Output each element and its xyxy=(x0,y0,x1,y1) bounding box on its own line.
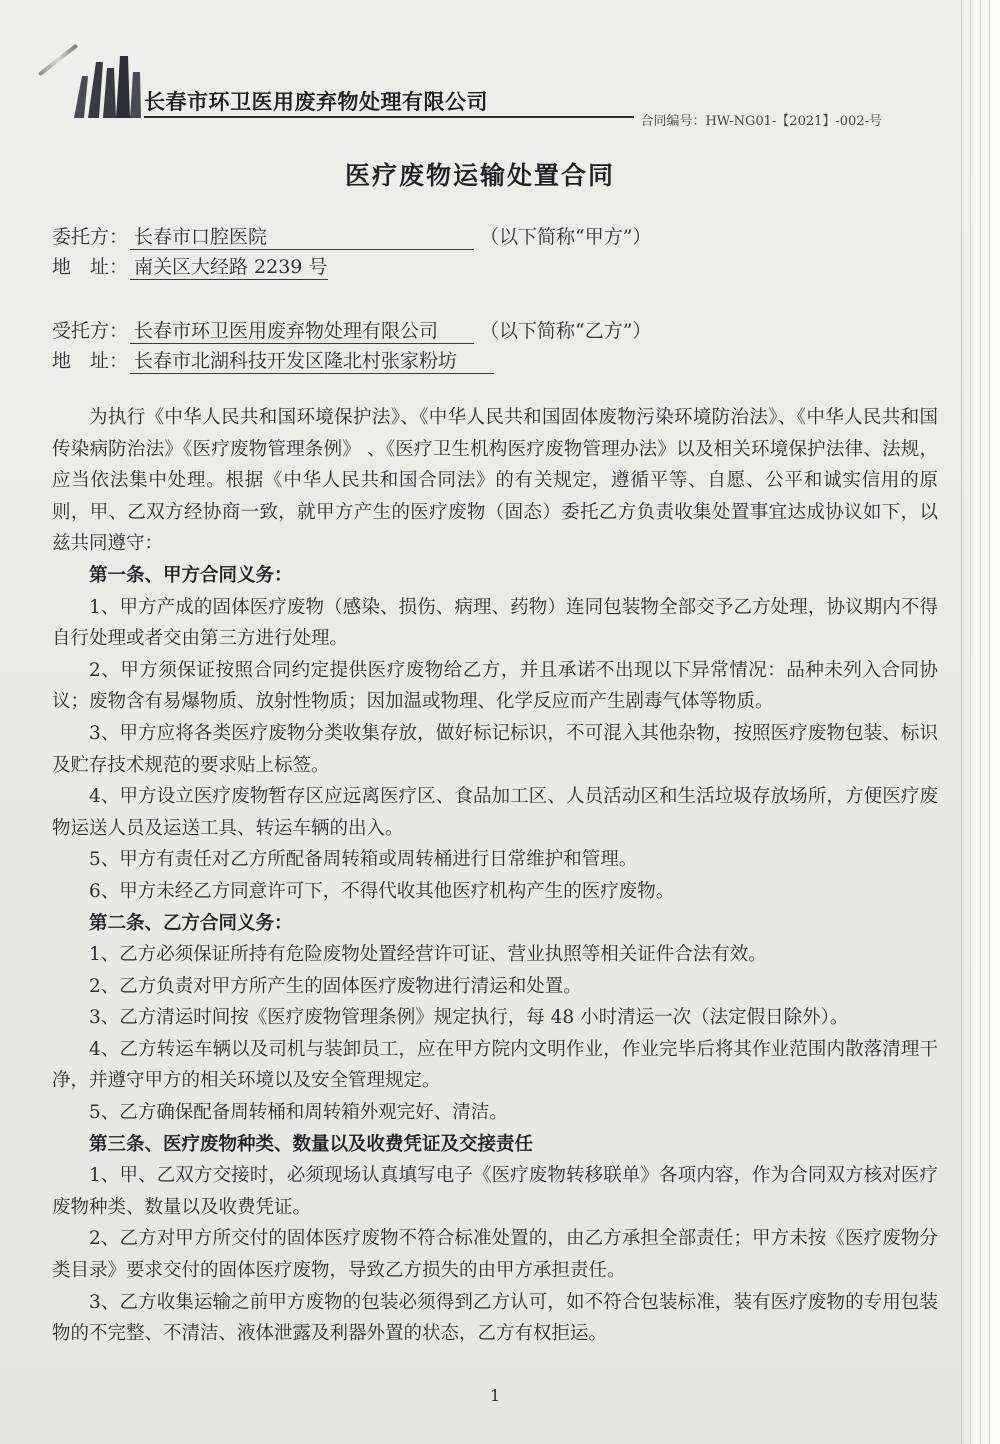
clause: 2、乙方负责对甲方所产生的固体医疗废物进行清运和处置。 xyxy=(89,975,582,997)
section-heading: 第三条、医疗废物种类、数量以及收费凭证及交接责任 xyxy=(89,1133,534,1155)
page-number: 1 xyxy=(490,1386,501,1405)
party-b-name: 长春市环卫医用废弃物处理有限公司 xyxy=(130,319,474,344)
clause: 1、甲、乙双方交接时，必须现场认真填写电子《医疗废物转移联单》各项内容，作为合同双方核对医疗废物种类、数量以及收费凭证。 xyxy=(52,1165,938,1218)
clause: 2、甲方须保证按照合同约定提供医疗废物给乙方，并且承诺不出现以下异常情况：品种未列入合同协议；废物含有易爆物质、放射性物质；因加温或物理、化学反应而产生剧毒气体等物质。 xyxy=(52,659,938,713)
party-b-label: 受托方： xyxy=(52,320,129,342)
party-b-row xyxy=(52,316,651,344)
clause: 4、乙方转运车辆以及司机与装卸员工，应在甲方院内文明作业，作业完毕后将其作业范围内散落清理干净，并遵守甲方的相关环境以及安全管理规定。 xyxy=(52,1038,938,1092)
party-a-row xyxy=(52,222,651,250)
party-a-address-row xyxy=(52,252,328,280)
clause: 1、甲方产成的固体医疗废物（感染、损伤、病理、药物）连同包装物全部交予乙方处理，协议期内不得自行处理或者交由第三方进行处理。 xyxy=(52,596,938,650)
company-logo xyxy=(72,54,142,118)
clause: 3、乙方清运时间按《医疗废物管理条例》规定执行，每 48 小时清运一次（法定假日除外）。 xyxy=(89,1007,849,1029)
party-a-address: 南关区大经路 2239 号 xyxy=(130,255,328,280)
section-heading: 第二条、乙方合同义务： xyxy=(89,912,293,934)
clause: 4、甲方设立医疗废物暂存区应远离医疗区、食品加工区、人员活动区和生活垃圾存放场所，方便医疗废物运送人员及运送工具、转运车辆的出入。 xyxy=(52,786,938,839)
party-a-name: 长春市口腔医院 xyxy=(130,225,474,250)
party-a-note: （以下简称“甲方”） xyxy=(480,226,652,248)
party-b-address-row xyxy=(52,346,494,374)
letterhead xyxy=(66,52,896,132)
party-a-label: 委托方： xyxy=(52,226,129,248)
clause: 2、乙方对甲方所交付的固体医疗废物不符合标准处置的，由乙方承担全部责任；甲方未按《医疗废物分类目录》要求交付的固体医疗废物，导致乙方损失的由甲方承担责任。 xyxy=(52,1228,938,1282)
party-b-address: 长春市北湖科技开发区隆北村张家粉坊 xyxy=(130,349,494,374)
clause: 6、甲方未经乙方同意许可下，不得代收其他医疗机构产生的医疗废物。 xyxy=(89,880,675,902)
preamble: 为执行《中华人民共和国环境保护法》、《中华人民共和国固体废物污染环境防治法》、《中华人民共和国传染病防治法》《医疗废物管理条例》 、《医疗卫生机构医疗废物管理办法》以及相关环境保护法律、法规，应当依法集中处理。根据《中华人民共和国合同法》的有关规定，遵循平等、自愿、公平和诚实信用的原则，甲、乙双方经协商一致，就甲方产生的医疗废物（固态）委托乙方负责收集处置事宜达成协议如下，以兹共同遵守： xyxy=(52,407,938,555)
party-b-address-label: 地 址： xyxy=(52,350,129,372)
clause: 5、甲方有责任对乙方所配备周转箱或周转桶进行日常维护和管理。 xyxy=(89,849,638,871)
paper-edge xyxy=(961,0,1000,1444)
party-a-address-label: 地 址： xyxy=(52,256,129,278)
contract-body xyxy=(52,402,938,1350)
section-heading: 第一条、甲方合同义务： xyxy=(89,564,293,586)
clause: 5、乙方确保配备周转桶和周转箱外观完好、清洁。 xyxy=(89,1102,508,1124)
company-name: 长春市环卫医用废弃物处理有限公司 xyxy=(144,90,488,114)
document-title: 医疗废物运输处置合同 xyxy=(344,161,615,190)
clause: 1、乙方必须保证所持有危险废物处置经营许可证、营业执照等相关证件合法有效。 xyxy=(89,944,767,966)
clause: 3、乙方收集运输之前甲方废物的包装必须得到乙方认可，如不符合包装标准，装有医疗废物的专用包装物的不完整、不清洁、液体泄露及利器外置的状态，乙方有权拒运。 xyxy=(52,1291,938,1345)
contract-number: 合同编号：HW-NG01-【2021】-002-号 xyxy=(634,110,888,129)
party-b-note: （以下简称“乙方”） xyxy=(480,320,652,342)
clause: 3、甲方应将各类医疗废物分类收集存放，做好标记标识，不可混入其他杂物，按照医疗废物包装、标识及贮存技术规范的要求贴上标签。 xyxy=(52,722,938,776)
